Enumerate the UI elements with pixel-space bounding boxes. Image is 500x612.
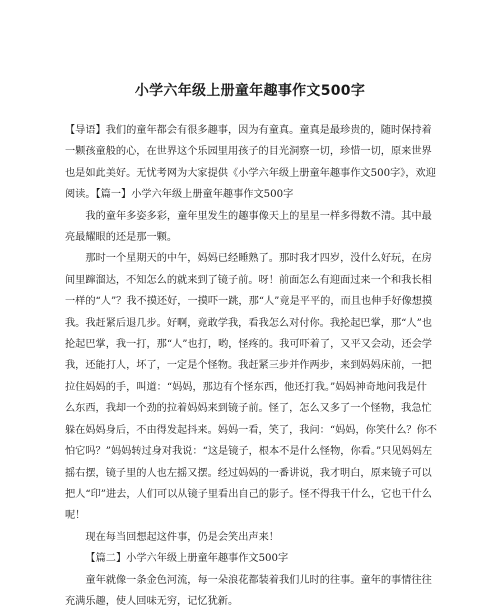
section-heading: 【篇二】小学六年级上册童年趣事作文500字: [85, 553, 289, 565]
intro-paragraph: 【导语】我们的童年都会有很多趣事，因为有童真。童真是最珍贵的，随时保持着一颗孩童般的心，在世界这个乐园里用孩子的目光洞察一切，珍惜一切，原来世界也是如此美好。无忧考网为大家提供《小学六年级上册童年趣事作文500字》，欢迎阅读。【篇一】小学六年级上册童年趣事作文500字: [65, 125, 436, 201]
body-paragraph: 那时一个星期天的中午，妈妈已经睡熟了。那时我才四岁，没什么好玩，在房间里蹿溜达，不知怎么的就来到了镜子前。呀！前面怎么有迎面过来一个和我长相一样的“人”？我不摸还好，一摸吓一跳，那“人”竟是平平的，而且也伸手好像想摸我。我赶紧后退几步。好啊，竟敢学我，看我怎么对付你。我抡起巴掌，那“人”也抡起巴掌，我一打，那“人”也打，哟，怪疼的。我可吓着了，又平又会动，还会学我，还能打人，坏了，一定是个怪物。我赶紧三步并作两步，来到妈妈床前，一把拉住妈妈的手，叫道：“妈妈，那边有个怪东西，他还打我。”妈妈神奇地问我是什么东西，我却一个劲的拉着妈妈来到镜子前。怪了，怎么又多了一个怪物，我急忙躲在妈妈身后，不由得发起抖来。妈妈一看，笑了，我问：“妈妈，你笑什么？你不怕它吗？”妈妈转过身对我说：“这是镜子，根本不是什么怪物，你看。”只见妈妈左摇右摆，镜子里的人也左摇又摆。经过妈妈的一番讲说，我才明白，原来镜子可以把人“印”进去，人们可以从镜子里看出自己的影子。怪不得我干什么，它也干什么呢！: [65, 253, 437, 522]
body-paragraph: 童年就像一条金色河流，每一朵浪花都装着我们儿时的往事。童年的事情往往充满乐趣，使人回味无穷，记忆犹新。: [65, 574, 432, 607]
body-paragraph: 我的童年多姿多彩，童年里发生的趣事像天上的星星一样多得数不清。其中最亮最耀眼的还是那一颗。: [65, 210, 432, 244]
document-title: 小学六年级上册童年趣事作文500字: [134, 83, 366, 99]
document-body: [65, 120, 437, 612]
body-paragraph: 现在每当回想起这件事，仍是会笑出声来！: [85, 531, 279, 543]
